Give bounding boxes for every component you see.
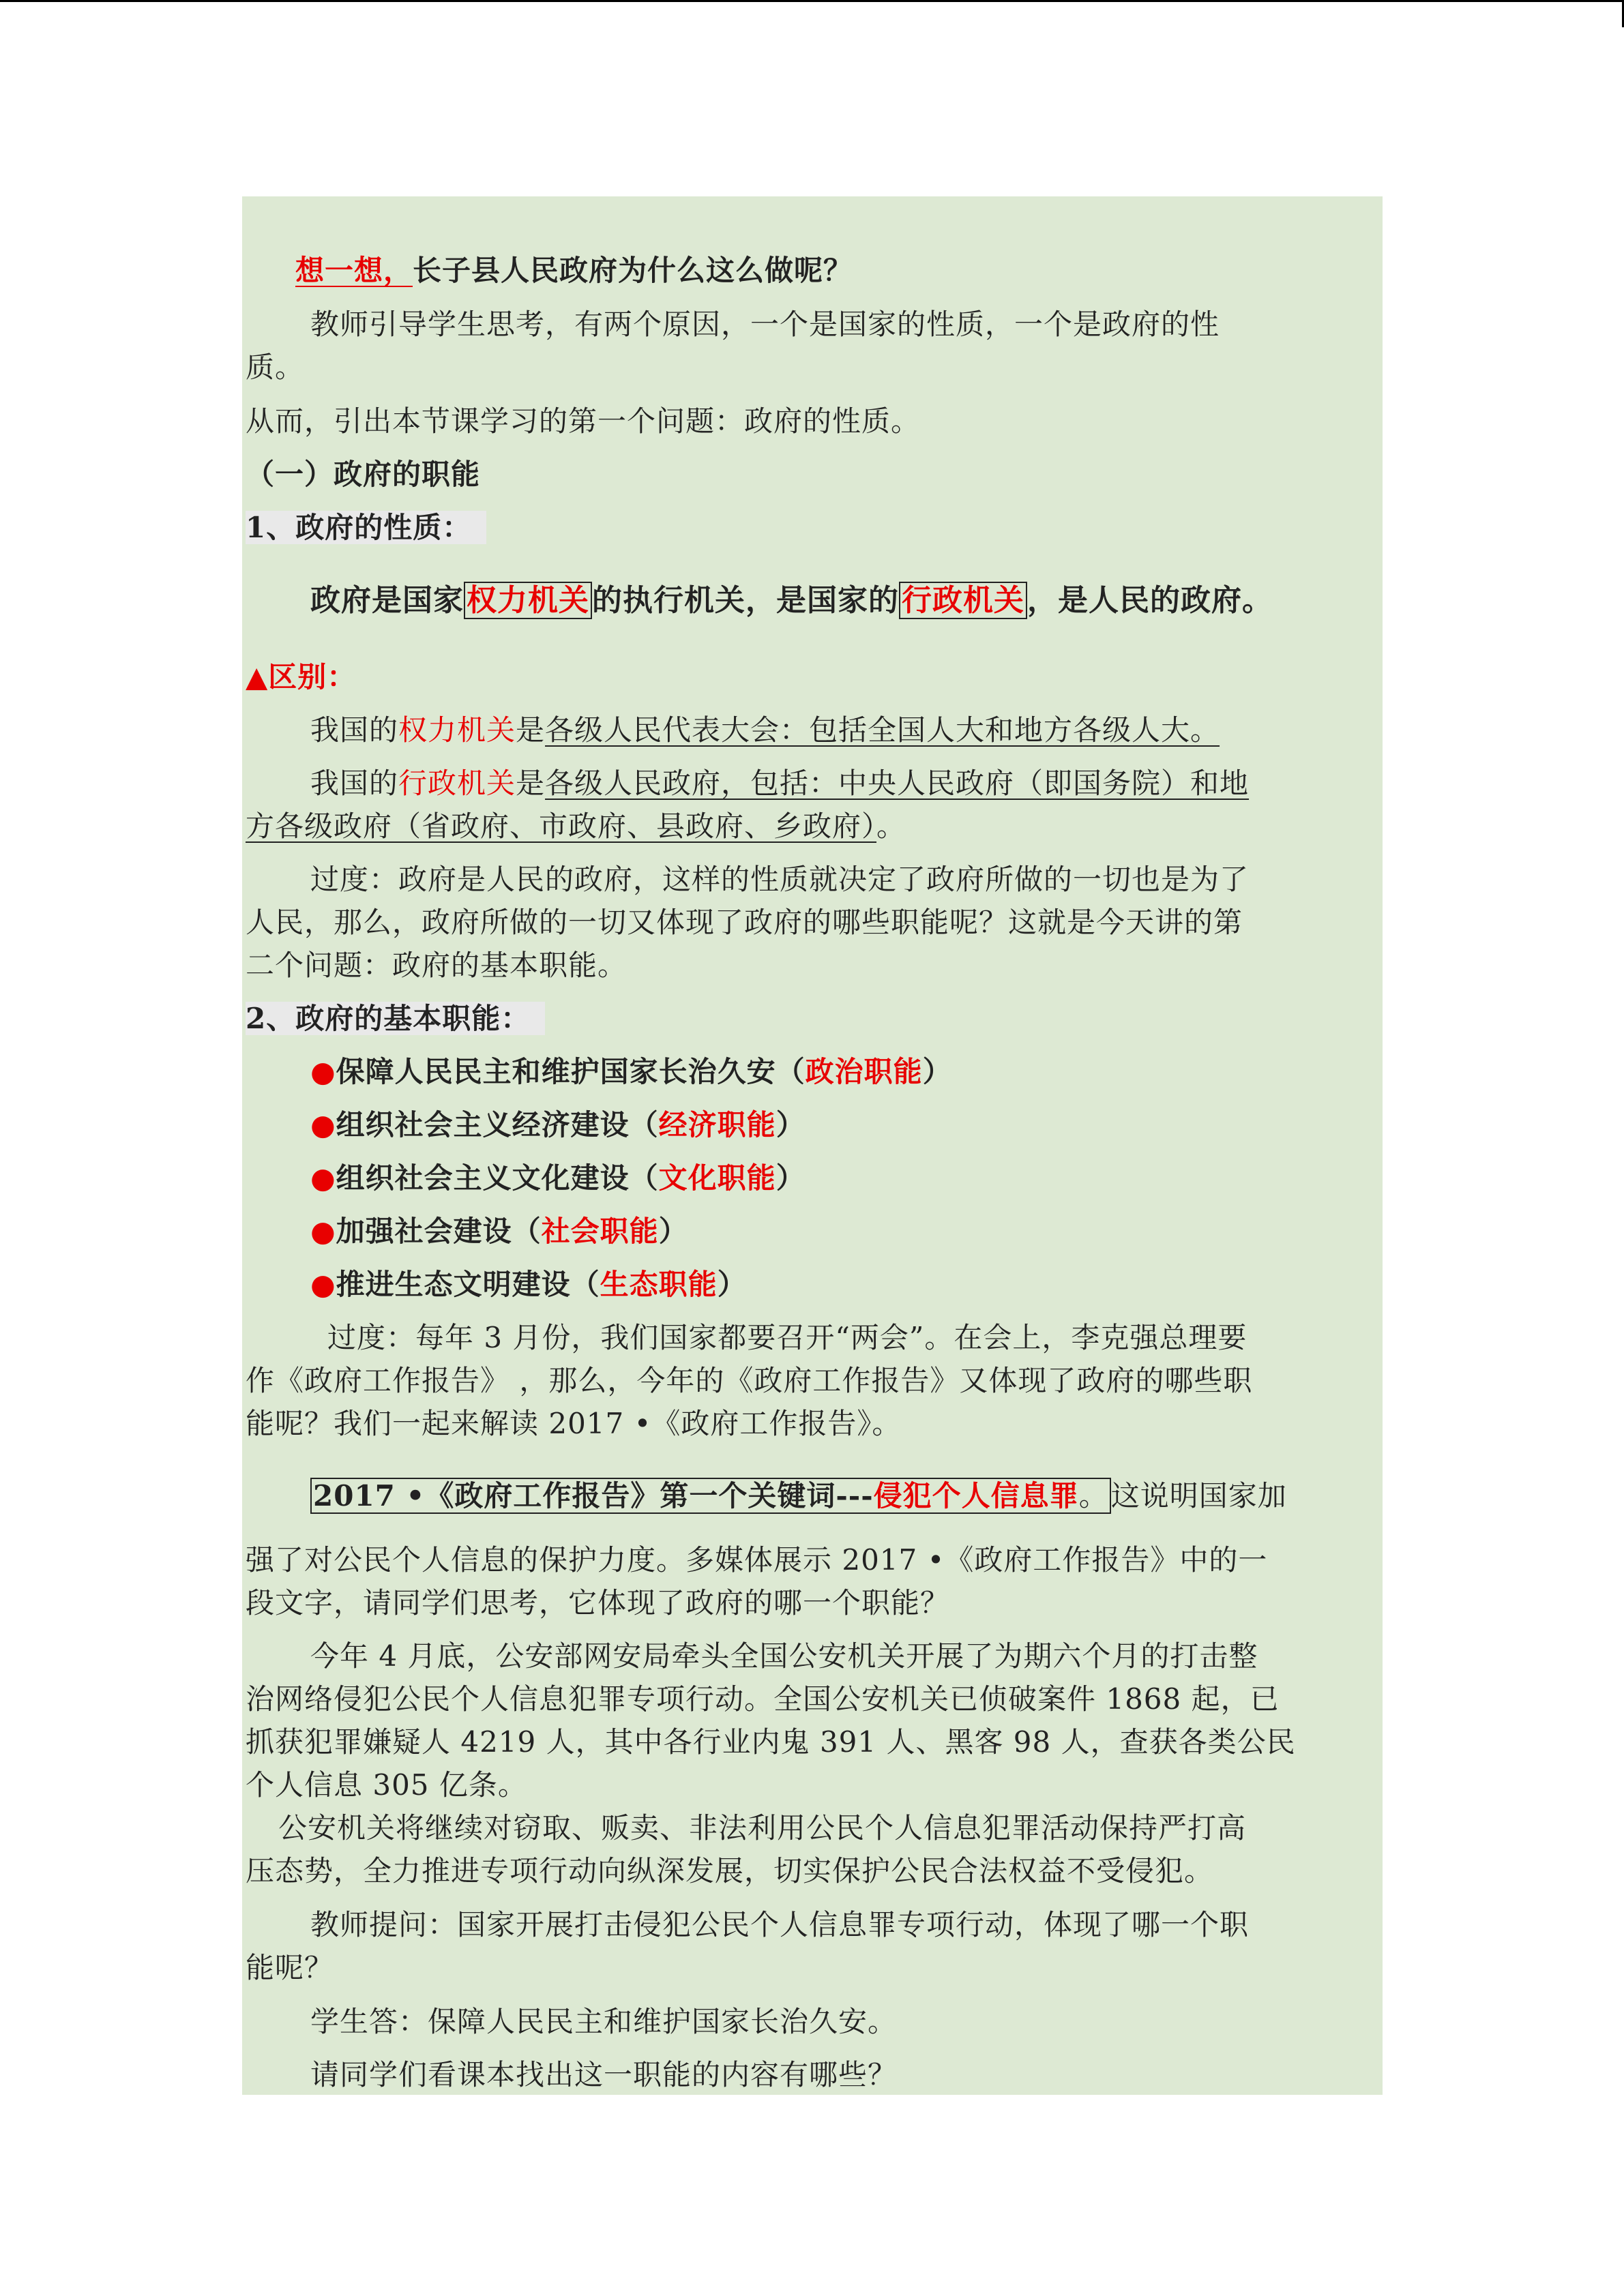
keyword-box (310, 1478, 1111, 1514)
keyword-box-key: 侵犯个人信息罪 (873, 1479, 1079, 1512)
function-text: 组织社会主义文化建设（ (336, 1161, 659, 1195)
function-text: 加强社会建设（ (336, 1214, 542, 1248)
bullet-dot-icon: ● (310, 1055, 336, 1088)
intro-line-1: 教师引导学生思考，有两个原因，一个是国家的性质，一个是政府的性 (310, 308, 1220, 341)
top-border-line (0, 0, 1624, 2)
diff-b-prefix: 我国的 (310, 766, 399, 800)
keyword-line (310, 1475, 1287, 1517)
diff-a-prefix: 我国的 (310, 713, 399, 747)
function-end: ） (776, 1108, 806, 1142)
function-item (310, 1051, 952, 1093)
report-line-5: 公安机关将继续对窃取、贩卖、非法利用公民个人信息犯罪活动保持严打高 (278, 1811, 1247, 1845)
functions-heading-text: 2、政府的基本职能： (246, 1002, 545, 1035)
nature-heading-text: 1、政府的性质： (246, 511, 486, 544)
bullet-dot-icon: ● (310, 1214, 336, 1248)
keyword-line-3: 段文字，请同学们思考，它体现了政府的哪一个职能？ (246, 1586, 950, 1620)
power-organ-box: 权力机关 (464, 582, 592, 619)
think-line (295, 250, 853, 292)
teacher-question-2: 能呢？ (246, 1951, 334, 1984)
diff-b-key: 行政机关 (398, 766, 516, 800)
function-item (310, 1264, 747, 1306)
function-key: 社会职能 (541, 1214, 659, 1248)
function-end: ） (776, 1161, 806, 1195)
function-text: 推进生态文明建设（ (336, 1268, 600, 1301)
bullet-dot-icon: ● (310, 1108, 336, 1142)
diff-a-key: 权力机关 (398, 713, 516, 747)
difference-line-b2 (246, 805, 906, 848)
difference-heading: ▲区别： (246, 660, 357, 694)
transition1-line-2: 人民，那么，政府所做的一切又体现了政府的哪些职能呢？这就是今天讲的第 (246, 906, 1243, 939)
function-end: ） (717, 1268, 747, 1301)
functions-heading (246, 998, 545, 1040)
function-item (310, 1157, 806, 1199)
keyword-box-text: 2017 •《政府工作报告》第一个关键词--- (313, 1479, 874, 1512)
keyword-after: 这说明国家加 (1110, 1479, 1287, 1512)
function-end: ） (658, 1214, 688, 1248)
keyword-line-2: 强了对公民个人信息的保护力度。多媒体展示 2017 •《政府工作报告》中的一 (246, 1543, 1268, 1577)
function-text: 保障人民民主和维护国家长治久安（ (336, 1055, 806, 1088)
transition2-line-3: 能呢？我们一起来解读 2017 •《政府工作报告》。 (246, 1407, 902, 1440)
report-line-6: 压态势，全力推进专项行动向纵深发展，切实保护公民合法权益不受侵犯。 (246, 1854, 1214, 1888)
nature-part-1: 政府是国家 (310, 583, 464, 618)
function-end: ） (922, 1055, 952, 1088)
function-key: 生态职能 (600, 1268, 718, 1301)
diff-b-end: 。 (876, 809, 906, 843)
keyword-box-end: 。 (1078, 1479, 1108, 1512)
function-item (310, 1104, 806, 1146)
difference-line-a (310, 709, 1220, 751)
transition1-line-1: 过度：政府是人民的政府，这样的性质就决定了政府所做的一切也是为了 (310, 863, 1250, 896)
closing-prompt: 请同学们看课本找出这一职能的内容有哪些？ (310, 2058, 898, 2091)
admin-organ-box: 行政机关 (899, 582, 1027, 619)
nature-part-2: 的执行机关，是国家的 (592, 583, 899, 618)
diff-b-text-1: 各级人民政府，包括：中央人民政府（即国务院）和地 (545, 766, 1250, 800)
nature-heading (246, 507, 486, 549)
report-line-1: 今年 4 月底，公安部网安局牵头全国公安机关开展了为期六个月的打击整 (310, 1639, 1258, 1673)
diff-b-is: 是 (516, 766, 546, 800)
function-key: 经济职能 (658, 1108, 776, 1142)
diff-b-text-2: 方各级政府（省政府、市政府、县政府、乡政府） (246, 809, 877, 843)
teacher-question-1: 教师提问：国家开展打击侵犯公民个人信息罪专项行动，体现了哪一个职 (310, 1908, 1250, 1941)
report-line-3: 抓获犯罪嫌疑人 4219 人，其中各行业内鬼 391 人、黑客 98 人，查获各类公民 (246, 1725, 1296, 1759)
transition2-line-2: 作《政府工作报告》 ，那么，今年的《政府工作报告》又体现了政府的哪些职 (246, 1364, 1253, 1397)
intro-line-3: 从而，引出本节课学习的第一个问题：政府的性质。 (246, 404, 921, 438)
function-item (310, 1210, 688, 1253)
bullet-dot-icon: ● (310, 1268, 336, 1301)
nature-sentence (310, 580, 1273, 622)
think-question: 长子县人民政府为什么这么做呢？ (413, 254, 853, 287)
think-prompt: 想一想， (295, 254, 413, 287)
report-line-4: 个人信息 305 亿条。 (246, 1768, 527, 1802)
bullet-dot-icon: ● (310, 1161, 336, 1195)
section-title: （一）政府的职能 (246, 458, 481, 491)
student-answer: 学生答：保障人民民主和维护国家长治久安。 (310, 2005, 898, 2038)
difference-line-b1 (310, 762, 1249, 805)
function-text: 组织社会主义经济建设（ (336, 1108, 659, 1142)
report-line-2: 治网络侵犯公民个人信息犯罪专项行动。全国公安机关已侦破案件 1868 起，已 (246, 1682, 1280, 1716)
function-key: 政治职能 (805, 1055, 923, 1088)
transition2-line-1: 过度：每年 3 月份，我们国家都要召开“两会”。在会上，李克强总理要 (327, 1321, 1247, 1354)
function-key: 文化职能 (658, 1161, 776, 1195)
transition1-line-3: 二个问题：政府的基本职能。 (246, 949, 628, 982)
nature-part-3: ，是人民的政府。 (1027, 583, 1273, 618)
intro-line-2: 质。 (246, 351, 305, 384)
diff-a-is: 是 (516, 713, 546, 747)
diff-a-text: 各级人民代表大会：包括全国人大和地方各级人大。 (545, 713, 1220, 747)
